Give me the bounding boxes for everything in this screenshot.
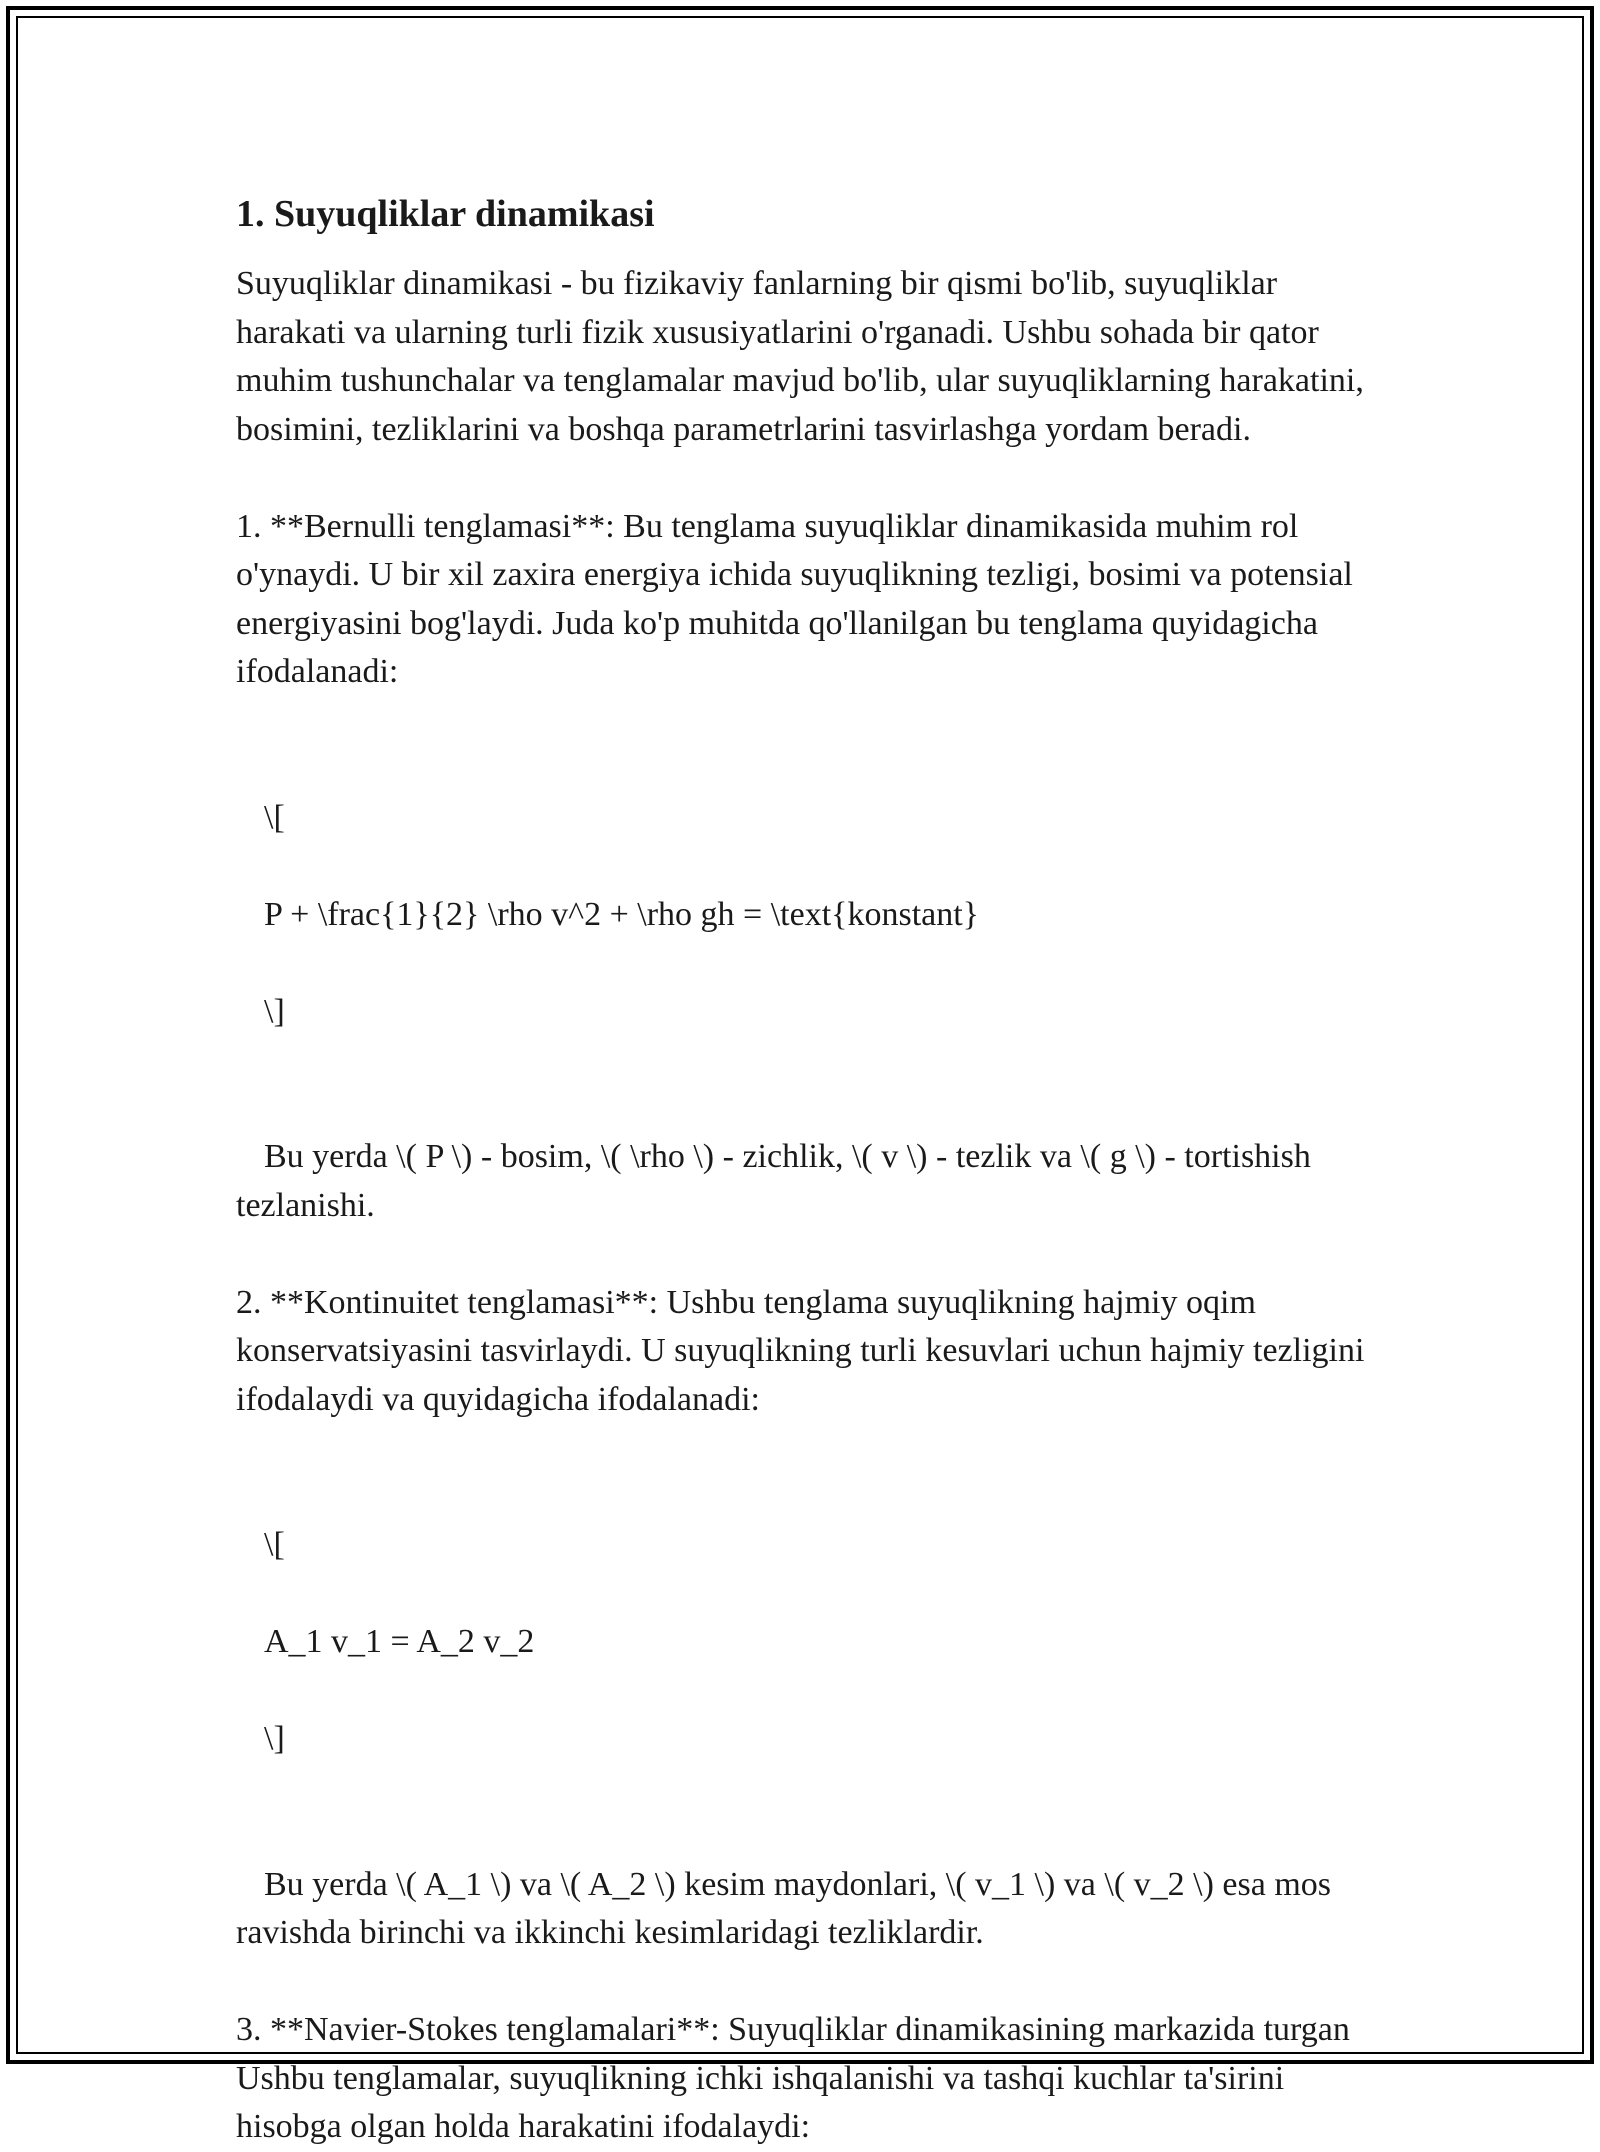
spacer — [236, 1958, 1376, 2007]
intro-paragraph: Suyuqliklar dinamikasi - bu fizikaviy fanlarning bir qismi bo'lib, suyuqliklar harakati va ularning turli fizik xususiyatlarini o'rganadi. Ushbu sohada bir qator muhim tushunchalar va tenglamalar mavjud bo'lib, ular suyuqliklarning harakatini, bosimini, tezliklarini va boshqa parametrlarini tasvirlashga yordam beradi. — [236, 265, 1364, 448]
math-open-delimiter: \[ — [264, 798, 285, 836]
continuity-equation: A_1 v_1 = A_2 v_2 — [264, 1623, 535, 1660]
math-close-delimiter: \] — [264, 1720, 285, 1757]
section-title: 1. Suyuqliklar dinamikasi — [236, 193, 655, 235]
spacer — [236, 1085, 1376, 1134]
document-body — [236, 188, 1376, 2152]
math-close-delimiter: \] — [264, 992, 285, 1030]
spacer — [236, 454, 1376, 503]
spacer — [236, 1230, 1376, 1279]
continuity-equation-block — [236, 1473, 1376, 1813]
math-open-delimiter: \[ — [264, 1526, 285, 1563]
spacer — [236, 697, 1376, 746]
navier-stokes-paragraph: 3. **Navier-Stokes tenglamalari**: Suyuqliklar dinamikasining markazida turgan Ushbu tenglamalar, suyuqlikning ichki ishqalanishi va tashqi kuchlar ta'sirini hisobga olgan holda harakatini ifodalaydi: — [236, 2011, 1350, 2145]
bernoulli-paragraph: 1. **Bernulli tenglamasi**: Bu tenglama suyuqliklar dinamikasida muhim rol o'ynaydi. U bir xil zaxira energiya ichida suyuqlikning tezligi, bosimi va potensial energiyasini bog'laydi. Juda ko'p muhitda qo'llanilgan bu tenglama quyidagicha ifodalanadi: — [236, 507, 1353, 690]
bernoulli-equation: P + \frac{1}{2} \rho v^2 + \rho gh = \text{konstant} — [264, 895, 979, 933]
bernoulli-equation-block — [236, 745, 1376, 1085]
spacer — [236, 1812, 1376, 1861]
continuity-explanation: Bu yerda \( A_1 \) va \( A_2 \) kesim maydonlari, \( v_1 \) va \( v_2 \) esa mos ravishda birinchi va ikkinchi kesimlaridagi tezliklardir. — [236, 1865, 1332, 1951]
bernoulli-explanation: Bu yerda \( P \) - bosim, \( \rho \) - zichlik, \( v \) - tezlik va \( g \) - tortishish tezlanishi. — [236, 1138, 1311, 1224]
continuity-paragraph: 2. **Kontinuitet tenglamasi**: Ushbu tenglama suyuqlikning hajmiy oqim konservatsiyasini tasvirlaydi. U suyuqlikning turli kesuvlari uchun hajmiy tezligini ifodalaydi va quyidagicha ifodalanadi: — [236, 1283, 1365, 1418]
spacer — [236, 1424, 1376, 1473]
